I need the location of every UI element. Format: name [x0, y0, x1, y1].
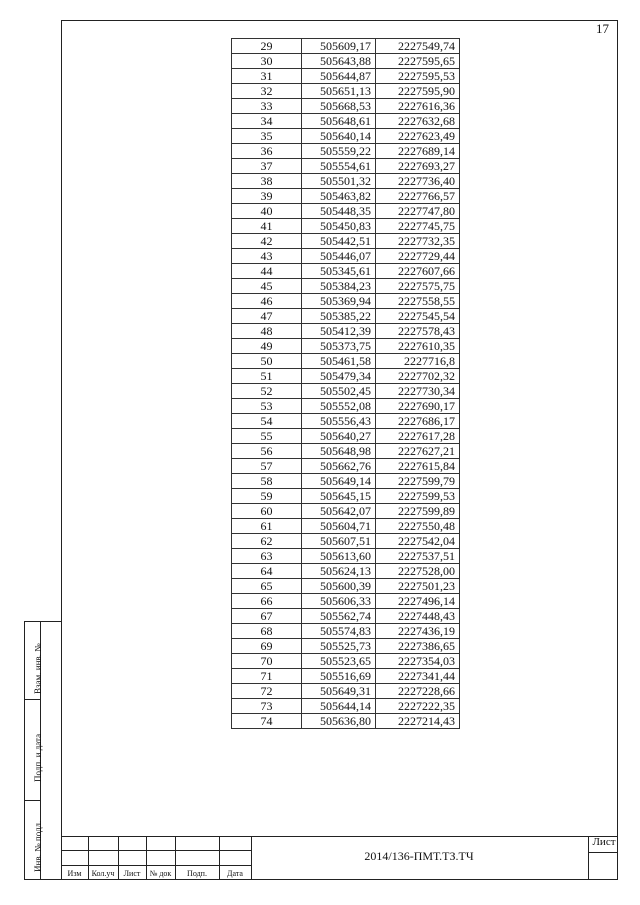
x-coordinate-cell: 505446,07 — [302, 249, 376, 264]
table-row — [232, 369, 460, 384]
point-number-cell: 68 — [232, 624, 302, 639]
point-number-cell: 57 — [232, 459, 302, 474]
y-coordinate-cell: 2227627,21 — [376, 444, 460, 459]
point-number-cell: 40 — [232, 204, 302, 219]
point-number-cell: 72 — [232, 684, 302, 699]
x-coordinate-cell: 505642,07 — [302, 504, 376, 519]
y-coordinate-cell: 2227595,90 — [376, 84, 460, 99]
y-coordinate-cell: 2227341,44 — [376, 669, 460, 684]
y-coordinate-cell: 2227501,23 — [376, 579, 460, 594]
table-row — [232, 129, 460, 144]
point-number-cell: 60 — [232, 504, 302, 519]
y-coordinate-cell: 2227730,34 — [376, 384, 460, 399]
table-row — [232, 294, 460, 309]
point-number-cell: 35 — [232, 129, 302, 144]
table-row — [232, 249, 460, 264]
table-row — [232, 159, 460, 174]
y-coordinate-cell: 2227354,03 — [376, 654, 460, 669]
table-row — [232, 339, 460, 354]
point-number-cell: 74 — [232, 714, 302, 729]
point-number-cell: 39 — [232, 189, 302, 204]
y-coordinate-cell: 2227222,35 — [376, 699, 460, 714]
table-row — [232, 654, 460, 669]
x-coordinate-cell: 505651,13 — [302, 84, 376, 99]
x-coordinate-cell: 505479,34 — [302, 369, 376, 384]
y-coordinate-cell: 2227545,54 — [376, 309, 460, 324]
y-coordinate-cell: 2227228,66 — [376, 684, 460, 699]
point-number-cell: 42 — [232, 234, 302, 249]
y-coordinate-cell: 2227599,53 — [376, 489, 460, 504]
y-coordinate-cell: 2227599,79 — [376, 474, 460, 489]
title-block-header-izm: Изм — [67, 869, 82, 878]
table-row — [232, 399, 460, 414]
y-coordinate-cell: 2227766,57 — [376, 189, 460, 204]
y-coordinate-cell: 2227537,51 — [376, 549, 460, 564]
table-row — [232, 264, 460, 279]
point-number-cell: 36 — [232, 144, 302, 159]
x-coordinate-cell: 505624,13 — [302, 564, 376, 579]
x-coordinate-cell: 505554,61 — [302, 159, 376, 174]
point-number-cell: 70 — [232, 654, 302, 669]
y-coordinate-cell: 2227578,43 — [376, 324, 460, 339]
x-coordinate-cell: 505645,15 — [302, 489, 376, 504]
table-row — [232, 609, 460, 624]
page-number: 17 — [596, 21, 609, 36]
side-stamp-strip — [24, 621, 62, 880]
x-coordinate-cell: 505502,45 — [302, 384, 376, 399]
table-row — [232, 714, 460, 729]
point-number-cell: 55 — [232, 429, 302, 444]
y-coordinate-cell: 2227690,17 — [376, 399, 460, 414]
y-coordinate-cell: 2227729,44 — [376, 249, 460, 264]
x-coordinate-cell: 505556,43 — [302, 414, 376, 429]
table-row — [232, 204, 460, 219]
x-coordinate-cell: 505369,94 — [302, 294, 376, 309]
point-number-cell: 51 — [232, 369, 302, 384]
y-coordinate-cell: 2227214,43 — [376, 714, 460, 729]
y-coordinate-cell: 2227542,04 — [376, 534, 460, 549]
x-coordinate-cell: 505640,14 — [302, 129, 376, 144]
table-row — [232, 84, 460, 99]
table-row — [232, 309, 460, 324]
point-number-cell: 46 — [232, 294, 302, 309]
point-number-cell: 53 — [232, 399, 302, 414]
table-row — [232, 684, 460, 699]
table-row — [232, 489, 460, 504]
x-coordinate-cell: 505662,76 — [302, 459, 376, 474]
x-coordinate-cell: 505412,39 — [302, 324, 376, 339]
coordinates-table — [231, 38, 460, 729]
title-block-header-list: Лист — [123, 869, 141, 878]
point-number-cell: 61 — [232, 519, 302, 534]
table-row — [232, 174, 460, 189]
y-coordinate-cell: 2227732,35 — [376, 234, 460, 249]
point-number-cell: 33 — [232, 99, 302, 114]
x-coordinate-cell: 505373,75 — [302, 339, 376, 354]
point-number-cell: 66 — [232, 594, 302, 609]
table-row — [232, 234, 460, 249]
side-label-sign-date: Подп. и дата — [33, 733, 43, 782]
x-coordinate-cell: 505501,32 — [302, 174, 376, 189]
x-coordinate-cell: 505552,08 — [302, 399, 376, 414]
point-number-cell: 41 — [232, 219, 302, 234]
y-coordinate-cell: 2227528,00 — [376, 564, 460, 579]
y-coordinate-cell: 2227549,74 — [376, 39, 460, 54]
y-coordinate-cell: 2227716,8 — [376, 354, 460, 369]
x-coordinate-cell: 505384,23 — [302, 279, 376, 294]
x-coordinate-cell: 505607,51 — [302, 534, 376, 549]
x-coordinate-cell: 505559,22 — [302, 144, 376, 159]
y-coordinate-cell: 2227575,75 — [376, 279, 460, 294]
table-row — [232, 624, 460, 639]
y-coordinate-cell: 2227595,53 — [376, 69, 460, 84]
point-number-cell: 32 — [232, 84, 302, 99]
point-number-cell: 38 — [232, 174, 302, 189]
y-coordinate-cell: 2227386,65 — [376, 639, 460, 654]
title-block-header-sign: Подп. — [187, 869, 207, 878]
point-number-cell: 49 — [232, 339, 302, 354]
point-number-cell: 64 — [232, 564, 302, 579]
table-row — [232, 324, 460, 339]
point-number-cell: 43 — [232, 249, 302, 264]
y-coordinate-cell: 2227693,27 — [376, 159, 460, 174]
x-coordinate-cell: 505604,71 — [302, 519, 376, 534]
point-number-cell: 69 — [232, 639, 302, 654]
x-coordinate-cell: 505461,58 — [302, 354, 376, 369]
x-coordinate-cell: 505600,39 — [302, 579, 376, 594]
x-coordinate-cell: 505648,61 — [302, 114, 376, 129]
y-coordinate-cell: 2227595,65 — [376, 54, 460, 69]
y-coordinate-cell: 2227610,35 — [376, 339, 460, 354]
y-coordinate-cell: 2227686,17 — [376, 414, 460, 429]
document-code: 2014/136-ПМТ.ТЗ.ТЧ — [364, 849, 474, 863]
point-number-cell: 71 — [232, 669, 302, 684]
y-coordinate-cell: 2227615,84 — [376, 459, 460, 474]
title-block-header-doc: № док — [149, 869, 172, 878]
point-number-cell: 59 — [232, 489, 302, 504]
y-coordinate-cell: 2227689,14 — [376, 144, 460, 159]
table-row — [232, 114, 460, 129]
table-row — [232, 189, 460, 204]
title-block-sheet-line — [588, 852, 618, 853]
title-block-header-kol: Кол.уч — [91, 869, 115, 878]
table-row — [232, 519, 460, 534]
table-row — [232, 429, 460, 444]
table-row — [232, 444, 460, 459]
table-row — [232, 699, 460, 714]
y-coordinate-cell: 2227448,43 — [376, 609, 460, 624]
y-coordinate-cell: 2227558,55 — [376, 294, 460, 309]
y-coordinate-cell: 2227736,40 — [376, 174, 460, 189]
table-row — [232, 579, 460, 594]
x-coordinate-cell: 505636,80 — [302, 714, 376, 729]
y-coordinate-cell: 2227599,89 — [376, 504, 460, 519]
x-coordinate-cell: 505649,31 — [302, 684, 376, 699]
title-block-row-line — [61, 850, 251, 851]
y-coordinate-cell: 2227747,80 — [376, 204, 460, 219]
x-coordinate-cell: 505640,27 — [302, 429, 376, 444]
point-number-cell: 30 — [232, 54, 302, 69]
table-row — [232, 534, 460, 549]
x-coordinate-cell: 505644,14 — [302, 699, 376, 714]
point-number-cell: 50 — [232, 354, 302, 369]
title-block-row-line — [61, 865, 251, 866]
y-coordinate-cell: 2227436,19 — [376, 624, 460, 639]
table-row — [232, 414, 460, 429]
table-row — [232, 354, 460, 369]
y-coordinate-cell: 2227702,32 — [376, 369, 460, 384]
point-number-cell: 62 — [232, 534, 302, 549]
point-number-cell: 45 — [232, 279, 302, 294]
x-coordinate-cell: 505649,14 — [302, 474, 376, 489]
point-number-cell: 54 — [232, 414, 302, 429]
x-coordinate-cell: 505562,74 — [302, 609, 376, 624]
point-number-cell: 73 — [232, 699, 302, 714]
table-row — [232, 39, 460, 54]
x-coordinate-cell: 505523,65 — [302, 654, 376, 669]
x-coordinate-cell: 505606,33 — [302, 594, 376, 609]
title-block-top-line — [61, 836, 618, 837]
point-number-cell: 63 — [232, 549, 302, 564]
table-row — [232, 279, 460, 294]
y-coordinate-cell: 2227550,48 — [376, 519, 460, 534]
table-row — [232, 69, 460, 84]
table-row — [232, 504, 460, 519]
point-number-cell: 48 — [232, 324, 302, 339]
table-row — [232, 384, 460, 399]
table-row — [232, 549, 460, 564]
point-number-cell: 58 — [232, 474, 302, 489]
x-coordinate-cell: 505516,69 — [302, 669, 376, 684]
table-row — [232, 459, 460, 474]
x-coordinate-cell: 505609,17 — [302, 39, 376, 54]
y-coordinate-cell: 2227617,28 — [376, 429, 460, 444]
table-row — [232, 474, 460, 489]
coordinates-table-body — [232, 39, 460, 729]
y-coordinate-cell: 2227496,14 — [376, 594, 460, 609]
table-row — [232, 669, 460, 684]
point-number-cell: 65 — [232, 579, 302, 594]
table-row — [232, 54, 460, 69]
x-coordinate-cell: 505644,87 — [302, 69, 376, 84]
table-row — [232, 594, 460, 609]
y-coordinate-cell: 2227623,49 — [376, 129, 460, 144]
x-coordinate-cell: 505442,51 — [302, 234, 376, 249]
point-number-cell: 56 — [232, 444, 302, 459]
x-coordinate-cell: 505668,53 — [302, 99, 376, 114]
point-number-cell: 37 — [232, 159, 302, 174]
point-number-cell: 31 — [232, 69, 302, 84]
point-number-cell: 52 — [232, 384, 302, 399]
sheet-label: Лист — [592, 836, 616, 848]
x-coordinate-cell: 505574,83 — [302, 624, 376, 639]
table-row — [232, 219, 460, 234]
point-number-cell: 34 — [232, 114, 302, 129]
x-coordinate-cell: 505345,61 — [302, 264, 376, 279]
x-coordinate-cell: 505448,35 — [302, 204, 376, 219]
table-row — [232, 564, 460, 579]
y-coordinate-cell: 2227616,36 — [376, 99, 460, 114]
point-number-cell: 67 — [232, 609, 302, 624]
title-block-header-date: Дата — [227, 869, 243, 878]
table-row — [232, 639, 460, 654]
y-coordinate-cell: 2227745,75 — [376, 219, 460, 234]
x-coordinate-cell: 505463,82 — [302, 189, 376, 204]
point-number-cell: 44 — [232, 264, 302, 279]
title-block — [61, 836, 618, 880]
x-coordinate-cell: 505525,73 — [302, 639, 376, 654]
x-coordinate-cell: 505450,83 — [302, 219, 376, 234]
y-coordinate-cell: 2227632,68 — [376, 114, 460, 129]
point-number-cell: 29 — [232, 39, 302, 54]
x-coordinate-cell: 505643,88 — [302, 54, 376, 69]
x-coordinate-cell: 505648,98 — [302, 444, 376, 459]
x-coordinate-cell: 505613,60 — [302, 549, 376, 564]
x-coordinate-cell: 505385,22 — [302, 309, 376, 324]
table-row — [232, 99, 460, 114]
y-coordinate-cell: 2227607,66 — [376, 264, 460, 279]
side-label-replace-inv: Взам. инв. № — [33, 643, 43, 694]
point-number-cell: 47 — [232, 309, 302, 324]
side-label-inv-orig: Инв. № подл. — [33, 820, 43, 872]
table-row — [232, 144, 460, 159]
